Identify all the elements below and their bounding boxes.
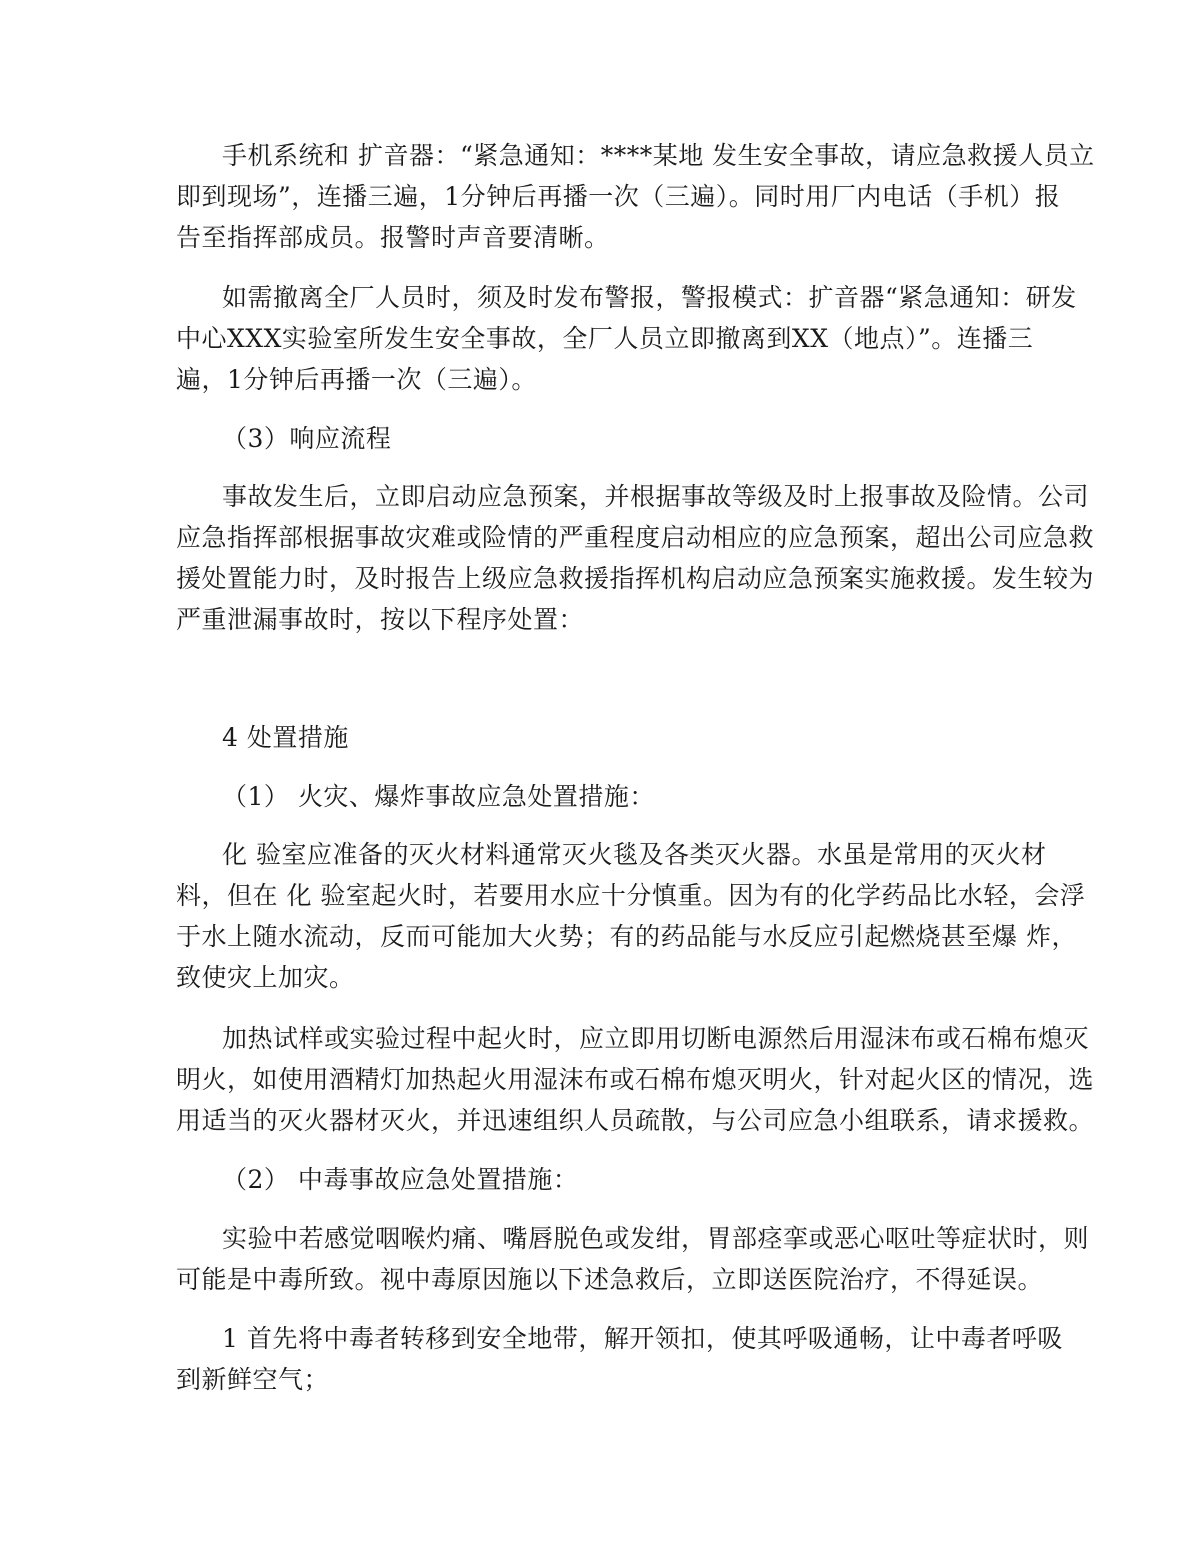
paragraph-line: 到新鲜空气；	[176, 1365, 330, 1394]
paragraph-line: 即到现场”，连播三遍，1分钟后再播一次（三遍）。同时用厂内电话（手机）报	[176, 182, 1061, 211]
paragraph-line: 料，但在 化 验室起火时，若要用水应十分慎重。因为有的化学药品比水轻，会浮	[176, 881, 1086, 910]
paragraph-line: 遍，1分钟后再播一次（三遍）。	[176, 365, 537, 394]
paragraph-line: 可能是中毒所致。视中毒原因施以下述急救后，立即送医院治疗，不得延误。	[176, 1265, 1044, 1294]
paragraph-line: 于水上随水流动，反而可能加大火势；有的药品能与水反应引起燃烧甚至爆 炸，	[176, 922, 1077, 951]
paragraph-line: 手机系统和 扩音器：“紧急通知：****某地 发生安全事故，请应急救援人员立	[222, 141, 1095, 170]
paragraph-line: 应急指挥部根据事故灾难或险情的严重程度启动相应的应急预案，超出公司应急救	[176, 523, 1095, 552]
paragraph-line: 1 首先将中毒者转移到安全地带，解开领扣，使其呼吸通畅，让中毒者呼吸	[222, 1324, 1063, 1353]
section-heading: （3）响应流程	[222, 424, 392, 453]
subsection-heading: （2） 中毒事故应急处置措施：	[222, 1165, 579, 1194]
paragraph-line: 告至指挥部成员。报警时声音要清晰。	[176, 223, 610, 252]
paragraph-line: 明火，如使用酒精灯加热起火用湿沫布或石棉布熄灭明火，针对起火区的情况，选	[176, 1065, 1095, 1094]
paragraph-line: 致使灾上加灾。	[176, 963, 355, 992]
paragraph-line: 事故发生后，立即启动应急预案，并根据事故等级及时上报事故及险情。公司	[222, 482, 1090, 511]
paragraph-line: 加热试样或实验过程中起火时，应立即用切断电源然后用湿沫布或石棉布熄灭	[222, 1024, 1090, 1053]
paragraph-line: 用适当的灭火器材灭火，并迅速组织人员疏散，与公司应急小组联系，请求援救。	[176, 1106, 1095, 1135]
section-heading: 4 处置措施	[222, 723, 349, 752]
paragraph-line: 实验中若感觉咽喉灼痛、嘴唇脱色或发绀，胃部痉挛或恶心呕吐等症状时，则	[222, 1224, 1090, 1253]
paragraph-line: 援处置能力时，及时报告上级应急救援指挥机构启动应急预案实施救援。发生较为	[176, 564, 1095, 593]
paragraph-line: 严重泄漏事故时，按以下程序处置：	[176, 605, 585, 634]
paragraph-line: 化 验室应准备的灭火材料通常灭火毯及各类灭火器。水虽是常用的灭火材	[222, 840, 1047, 869]
paragraph-line: 中心XXX实验室所发生安全事故，全厂人员立即撤离到XX（地点）”。连播三	[176, 324, 1034, 353]
subsection-heading: （1） 火灾、爆炸事故应急处置措施：	[222, 782, 655, 811]
paragraph-line: 如需撤离全厂人员时，须及时发布警报，警报模式：扩音器“紧急通知：研发	[222, 283, 1077, 312]
